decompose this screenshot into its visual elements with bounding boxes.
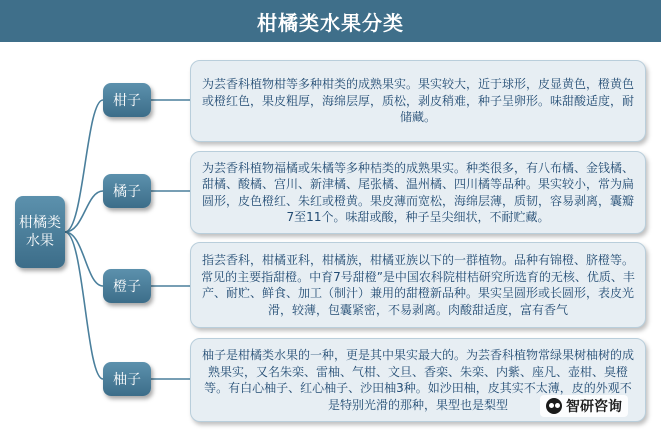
description-box-chengzi (190, 242, 646, 328)
category-label: 橙子 (113, 279, 141, 295)
category-label: 柑子 (113, 93, 141, 109)
root-node (15, 196, 65, 268)
description-text: 指芸香科，柑橘亚科，柑橘族，柑橘亚族以下的一群植物。品种有锦橙、脐橙等。常见的主要指甜橙。中育7号甜橙”是中国农科院柑桔研究所选育的无核、优质、丰产、耐贮、鲜食、加工（制汁）兼用的甜橙新品种。果实呈圆形或长圆形，表皮光滑，较薄，包囊紧密，不易剥离。肉酸甜适度，富有香气 (201, 253, 635, 317)
description-text: 为芸香科植物柑等多种柑类的成熟果实。果实较大，近于球形，皮显黄色，橙黄色或橙红色，果皮粗厚，海绵层厚，质松，剥皮稍难，种子呈卵形。味甜酸适度，耐储藏。 (201, 77, 634, 125)
root-node-label: 柑橘类水果 (19, 215, 61, 249)
description-box-ganzi (190, 60, 646, 142)
category-node-ganzi (103, 83, 151, 117)
description-box-juzi (190, 151, 646, 234)
page-title: 柑橘类水果分类 (257, 10, 404, 35)
watermark-text: 智研咨询 (566, 399, 622, 415)
category-label: 柚子 (113, 372, 141, 388)
category-node-juzi (103, 174, 151, 208)
wechat-icon (546, 398, 562, 414)
category-node-youzi (103, 362, 151, 396)
category-node-chengzi (103, 269, 151, 303)
category-label: 橘子 (113, 184, 141, 200)
description-text: 柚子是柑橘类水果的一种，更是其中果实最大的。为芸香科植物常绿果树柚树的成熟果实，又名朱栾、雷柚、气柑、文旦、香栾、朱栾、内紫、座凡、壶柑、臭橙等。有白心柚子、红心柚子、沙田柚3种。如沙田柚，皮其实不太薄，皮的外观不是特别光滑的那种，果型也是梨型 (201, 348, 634, 412)
watermark (540, 395, 628, 417)
description-text: 为芸香科植物福橘或朱橘等多种桔类的成熟果实。种类很多，有八布橘、金钱橘、甜橘、酸橘、宫川、新津橘、尾张橘、温州橘、四川橘等品种。果实较小，常为扁圆形，皮色橙红、朱红或橙黄。果皮薄而宽松，海绵层薄，质韧，容易剥离，囊瓣7至11个。味甜或酸，种子呈尖细状，不耐贮藏。 (201, 160, 634, 224)
connector-root-to-chengzi (65, 232, 103, 286)
connector-root-to-juzi (65, 191, 103, 232)
connector-root-to-youzi (65, 232, 103, 379)
